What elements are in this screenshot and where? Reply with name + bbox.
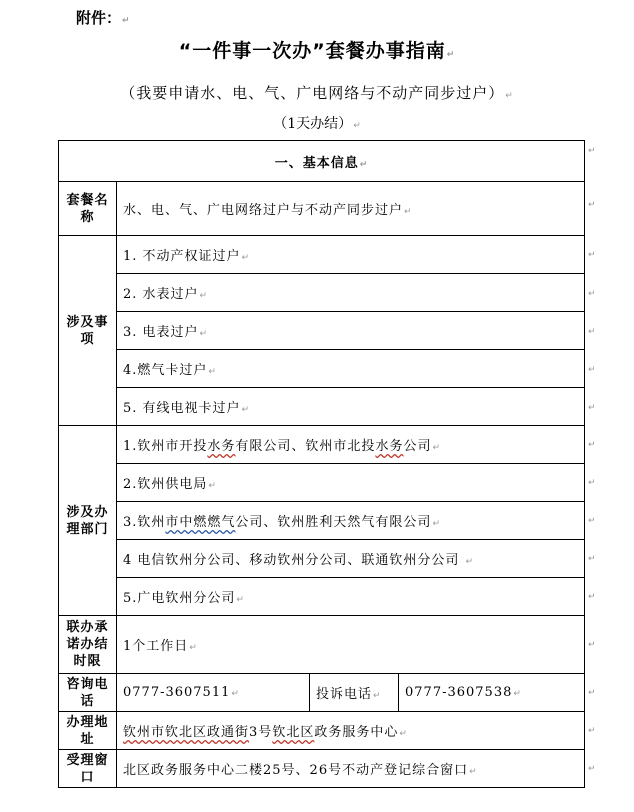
timelimit-label: 联办承诺办结时限 <box>59 616 117 674</box>
address-value: 钦州市钦北区政通街3号钦北区政务服务中心↵ <box>117 712 585 750</box>
department-item-3: 3.钦州市中燃燃气公司、钦州胜利天然气有限公司↵ <box>117 502 585 540</box>
package-value: 水、电、气、广电网络过户与不动产同步过户↵ <box>117 182 585 236</box>
consult-phone: 0777-3607511↵ <box>117 674 310 712</box>
row-end-mark: ↵ <box>588 250 596 260</box>
duration-note: （1天办结）↵ <box>273 116 361 132</box>
row-end-mark: ↵ <box>588 478 596 488</box>
department-item-2: 2.钦州供电局↵ <box>117 464 585 502</box>
row-end-mark: ↵ <box>588 592 596 602</box>
address-label: 办理地址 <box>59 712 117 750</box>
table-row <box>59 388 585 426</box>
department-item-4: 4 电信钦州分公司、移动钦州分公司、联通钦州分公司 ↵ <box>117 540 585 578</box>
window-label: 受理窗口 <box>59 750 117 788</box>
table-row <box>59 274 585 312</box>
consult-row <box>59 674 585 712</box>
complaint-label: 投诉电话↵ <box>310 674 399 712</box>
row-end-mark: ↵ <box>588 146 596 156</box>
row-end-mark: ↵ <box>588 516 596 526</box>
items-label: 涉及事项 <box>59 236 117 426</box>
table-row <box>59 236 585 274</box>
section-header-row <box>59 141 585 182</box>
timelimit-row <box>59 616 585 674</box>
department-item-1: 1.钦州市开投水务有限公司、钦州市北投水务公司↵ <box>117 426 585 464</box>
table-row <box>59 578 585 616</box>
departments-label: 涉及办理部门 <box>59 426 117 616</box>
table-row <box>59 464 585 502</box>
row-end-mark: ↵ <box>588 554 596 564</box>
row-end-mark: ↵ <box>588 365 596 375</box>
package-label: 套餐名称 <box>59 182 117 236</box>
table-row <box>59 312 585 350</box>
window-value: 北区政务服务中心二楼25号、26号不动产登记综合窗口↵ <box>117 750 585 788</box>
list-item: 1. 不动产权证过户↵ <box>117 236 585 274</box>
list-item: 2. 水表过户↵ <box>117 274 585 312</box>
package-row <box>59 182 585 236</box>
table-row <box>59 350 585 388</box>
list-item: 3. 电表过户↵ <box>117 312 585 350</box>
info-table <box>58 140 585 788</box>
table-row <box>59 502 585 540</box>
complaint-phone: 0777-3607538↵ <box>399 674 585 712</box>
row-end-mark: ↵ <box>588 640 596 650</box>
row-end-mark: ↵ <box>588 688 596 698</box>
document-subtitle: （我要申请水、电、气、广电网络与不动产同步过户）↵ <box>120 84 514 102</box>
table-row <box>59 426 585 464</box>
document-title: “一件事一次办”套餐办事指南↵ <box>178 40 456 62</box>
attachment-label: 附件：↵ <box>76 9 130 27</box>
timelimit-value: 1个工作日↵ <box>117 616 585 674</box>
address-row <box>59 712 585 750</box>
row-end-mark: ↵ <box>588 200 596 210</box>
department-item-5: 5.广电钦州分公司↵ <box>117 578 585 616</box>
row-end-mark: ↵ <box>588 726 596 736</box>
list-item: 5. 有线电视卡过户↵ <box>117 388 585 426</box>
row-end-mark: ↵ <box>588 764 596 774</box>
section-title: 一、基本信息↵ <box>59 141 585 182</box>
window-row <box>59 750 585 788</box>
table-row <box>59 540 585 578</box>
row-end-mark: ↵ <box>588 289 596 299</box>
row-end-mark: ↵ <box>588 327 596 337</box>
list-item: 4.燃气卡过户↵ <box>117 350 585 388</box>
row-end-mark: ↵ <box>588 403 596 413</box>
consult-label: 咨询电话 <box>59 674 117 712</box>
row-end-mark: ↵ <box>588 440 596 450</box>
